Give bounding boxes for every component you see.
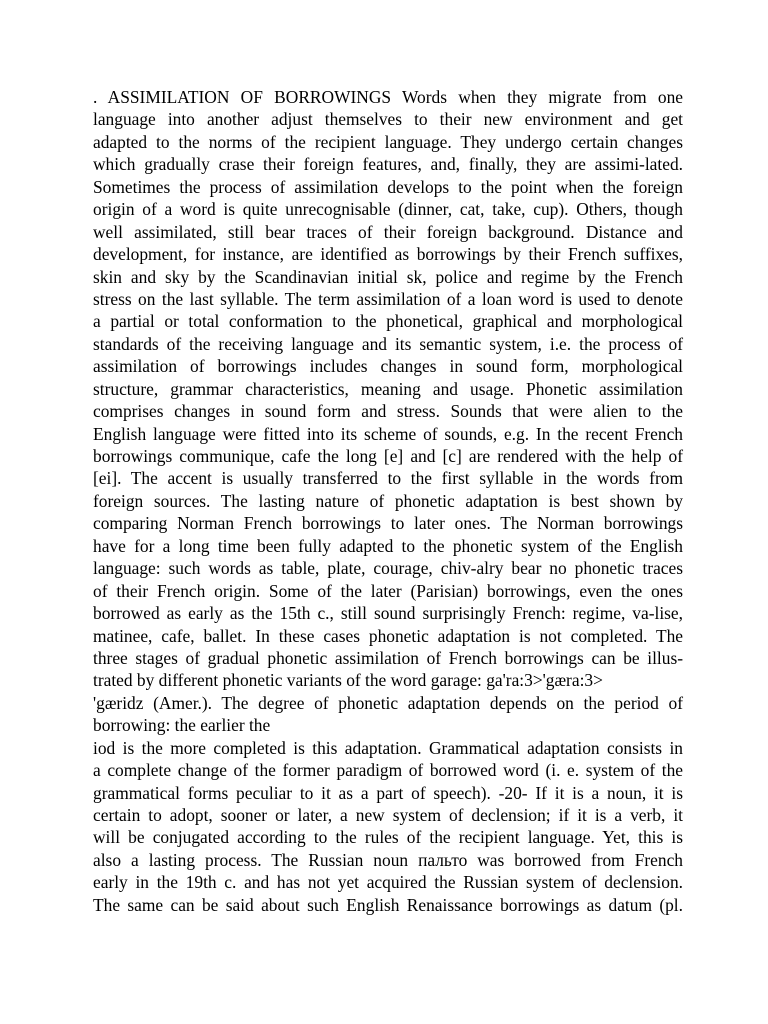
text-line: adapted to the norms of the recipient language. They undergo certain changes [93,131,683,152]
text-line: borrowed as early as the 15th c., still sound surprisingly French: regime, va-lise, [93,603,683,624]
text-line: matinee, cafe, ballet. In these cases phonetic adaptation is not completed. The [93,625,683,646]
text-line: borrowings communique, cafe the long [e] and [c] are rendered with the help of [93,446,683,466]
text-line: have for a long time been fully adapted to the phonetic system of the English [93,535,683,556]
text-line: a partial or total conformation to the phonetical, graphical and morphological [93,311,683,332]
text-line: development, for instance, are identified as borrowings by their French suffixes, [93,244,683,265]
text-line: English language were fitted into its scheme of sounds, e.g. In the recent French [93,423,683,444]
text-line: comprises changes in sound form and stress. Sounds that were alien to the [93,401,683,422]
text-line: language: such words as table, plate, courage, chiv-alry bear no phonetic traces [93,558,683,579]
text-line: will be conjugated according to the rules of the recipient language. Yet, this is [93,827,683,848]
text-line: foreign sources. The lasting nature of phonetic adaptation is best shown by [93,490,683,511]
text-line: standards of the receiving language and its semantic system, i.e. the process of [93,333,683,354]
text-line: . ASSIMILATION OF BORROWINGS Words when they migrate from one [93,87,683,107]
text-line: [ei]. The accent is usually transferred to the first syllable in the words from [93,468,683,489]
body-text [93,86,683,916]
text-line: well assimilated, still bear traces of their foreign background. Distance and [93,221,683,242]
text-line: trated by different phonetic variants of the word garage: ga'ra:3>'gæra:3> [93,670,603,691]
text-line: iod is the more completed is this adaptation. Grammatical adaptation consists in [93,737,683,758]
text-line: assimilation of borrowings includes changes in sound form, morphological [93,356,683,377]
text-line: structure, grammar characteristics, meaning and usage. Phonetic assimilation [93,378,683,399]
text-line: The same can be said about such English Renaissance borrowings as datum (pl. [93,894,683,915]
text-line: borrowing: the earlier the [93,715,271,736]
text-line: certain to adopt, sooner or later, a new system of declension; if it is a verb, it [93,805,683,825]
text-line: 'gæridz (Amer.). The degree of phonetic adaptation depends on the period of [93,692,683,713]
text-line: origin of a word is quite unrecognisable (dinner, cat, take, cup). Others, though [93,199,683,220]
text-line: of their French origin. Some of the later (Parisian) borrowings, even the ones [93,580,683,601]
text-line: comparing Norman French borrowings to later ones. The Norman borrowings [93,513,683,534]
text-line: also a lasting process. The Russian noun пальто was borrowed from French [93,849,683,870]
text-line: which gradually crase their foreign features, and, finally, they are assimi-lated. [93,154,683,175]
text-line: language into another adjust themselves to their new environment and get [93,109,683,130]
text-line: grammatical forms peculiar to it as a part of speech). -20- If it is a noun, it is [93,782,683,803]
text-line: early in the 19th c. and has not yet acquired the Russian system of declension. [93,872,683,893]
text-line: a complete change of the former paradigm of borrowed word (i. e. system of the [93,760,683,781]
text-line: three stages of gradual phonetic assimilation of French borrowings can be illus- [93,647,683,668]
text-line: stress on the last syllable. The term assimilation of a loan word is used to denote [93,288,683,309]
text-line: skin and sky by the Scandinavian initial sk, police and regime by the French [93,266,683,287]
text-line: Sometimes the process of assimilation develops to the point when the foreign [93,176,683,197]
